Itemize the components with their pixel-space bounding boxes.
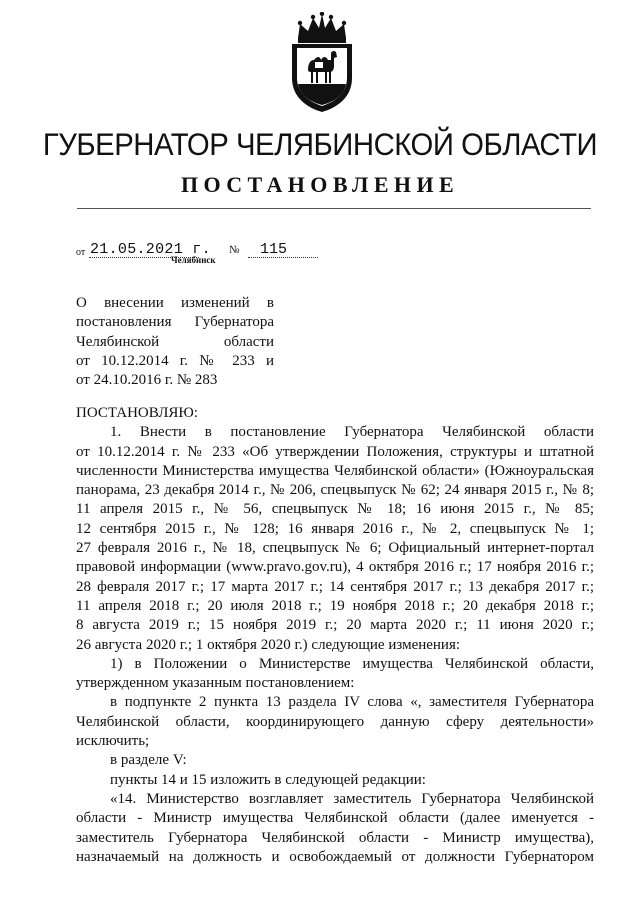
date-prefix: от bbox=[76, 247, 86, 258]
body-line: 11 апреля 2018 г.; 20 июля 2018 г.; 19 ноября 2018 г.; 20 декабря 2018 г.; bbox=[76, 597, 594, 614]
coat-of-arms-icon bbox=[286, 12, 358, 114]
body-line: в подпункте 2 пункта 13 раздела IV слова «, заместителя Губернатора bbox=[110, 694, 594, 711]
body-line: панорама, 23 декабря 2014 г., № 206, спецвыпуск № 62; 24 января 2015 г., № 8; bbox=[76, 482, 594, 499]
subject-line: от 24.10.2016 г. № 283 bbox=[76, 372, 218, 389]
number-underline bbox=[248, 257, 318, 258]
body-line: заместитель Губернатора Челябинской области - Министр имущества), bbox=[76, 829, 594, 846]
subject-line: О внесении изменений в bbox=[76, 295, 274, 311]
body-line: назначаемый на должность и освобождаемый от должности Губернатором bbox=[76, 848, 594, 865]
document-number: 115 bbox=[260, 241, 288, 258]
body-line: 11 апреля 2015 г., № 56, спецвыпуск № 18; 16 июня 2015 г., № 85; bbox=[76, 501, 594, 518]
body-line: 12 сентября 2015 г., № 128; 16 января 2016 г., № 2, спецвыпуск № 1; bbox=[76, 520, 594, 537]
body-line: 1. Внести в постановление Губернатора Челябинской области bbox=[110, 424, 594, 441]
body-line: 8 августа 2019 г.; 15 ноября 2019 г.; 20 марта 2020 г.; 11 июня 2020 г.; bbox=[76, 617, 594, 634]
subject-line: постановления Губернатора bbox=[76, 314, 274, 331]
body-line: 27 февраля 2016 г., № 18, спецвыпуск № 6; Официальный интернет-портал bbox=[76, 540, 594, 557]
issuer-title: ГУБЕРНАТОР ЧЕЛЯБИНСКОЙ ОБЛАСТИ bbox=[42, 126, 598, 162]
body-line: пункты 14 и 15 изложить в следующей редакции: bbox=[110, 771, 426, 788]
body-line: области - Министр имущества Челябинской области (далее именуется - bbox=[76, 810, 594, 827]
body-line: 26 августа 2020 г.; 1 октября 2020 г.) следующие изменения: bbox=[76, 636, 461, 653]
body-line: правовой информации (www.pravo.gov.ru), 4 октября 2016 г.; 17 ноября 2016 г.; bbox=[76, 559, 594, 576]
document-subject bbox=[76, 294, 274, 390]
body-line: в разделе V: bbox=[110, 752, 187, 769]
subject-line: от 10.12.2014 г. № 233 и bbox=[76, 352, 274, 369]
document-date: 21.05.2021 г. bbox=[90, 241, 211, 258]
number-label: № bbox=[229, 244, 240, 256]
body-line: исключить; bbox=[76, 733, 150, 750]
document-type: ПОСТАНОВЛЕНИЕ bbox=[180, 172, 460, 197]
body-line: Челябинской области, координирующего данную сферу деятельности» bbox=[76, 713, 594, 730]
body-line: «14. Министерство возглавляет заместитель Губернатора Челябинской bbox=[110, 790, 594, 807]
body-line: от 10.12.2014 г. № 233 «Об утверждении Положения, структуры и штатной bbox=[76, 443, 594, 460]
document-body bbox=[76, 404, 594, 867]
subject-line: Челябинской области bbox=[76, 333, 274, 350]
header-divider bbox=[77, 208, 591, 209]
body-line: утвержденном указанным постановлением: bbox=[76, 675, 355, 692]
body-line: численности Министерства имущества Челябинской области» (Южноуральская bbox=[76, 462, 594, 479]
body-line: 28 февраля 2017 г.; 17 марта 2017 г.; 14 сентября 2017 г.; 13 декабря 2017 г.; bbox=[76, 578, 594, 595]
document-city: Челябинск bbox=[171, 255, 216, 265]
body-line: 1) в Положении о Министерстве имущества Челябинской области, bbox=[110, 655, 594, 672]
body-line: ПОСТАНОВЛЯЮ: bbox=[76, 405, 198, 421]
